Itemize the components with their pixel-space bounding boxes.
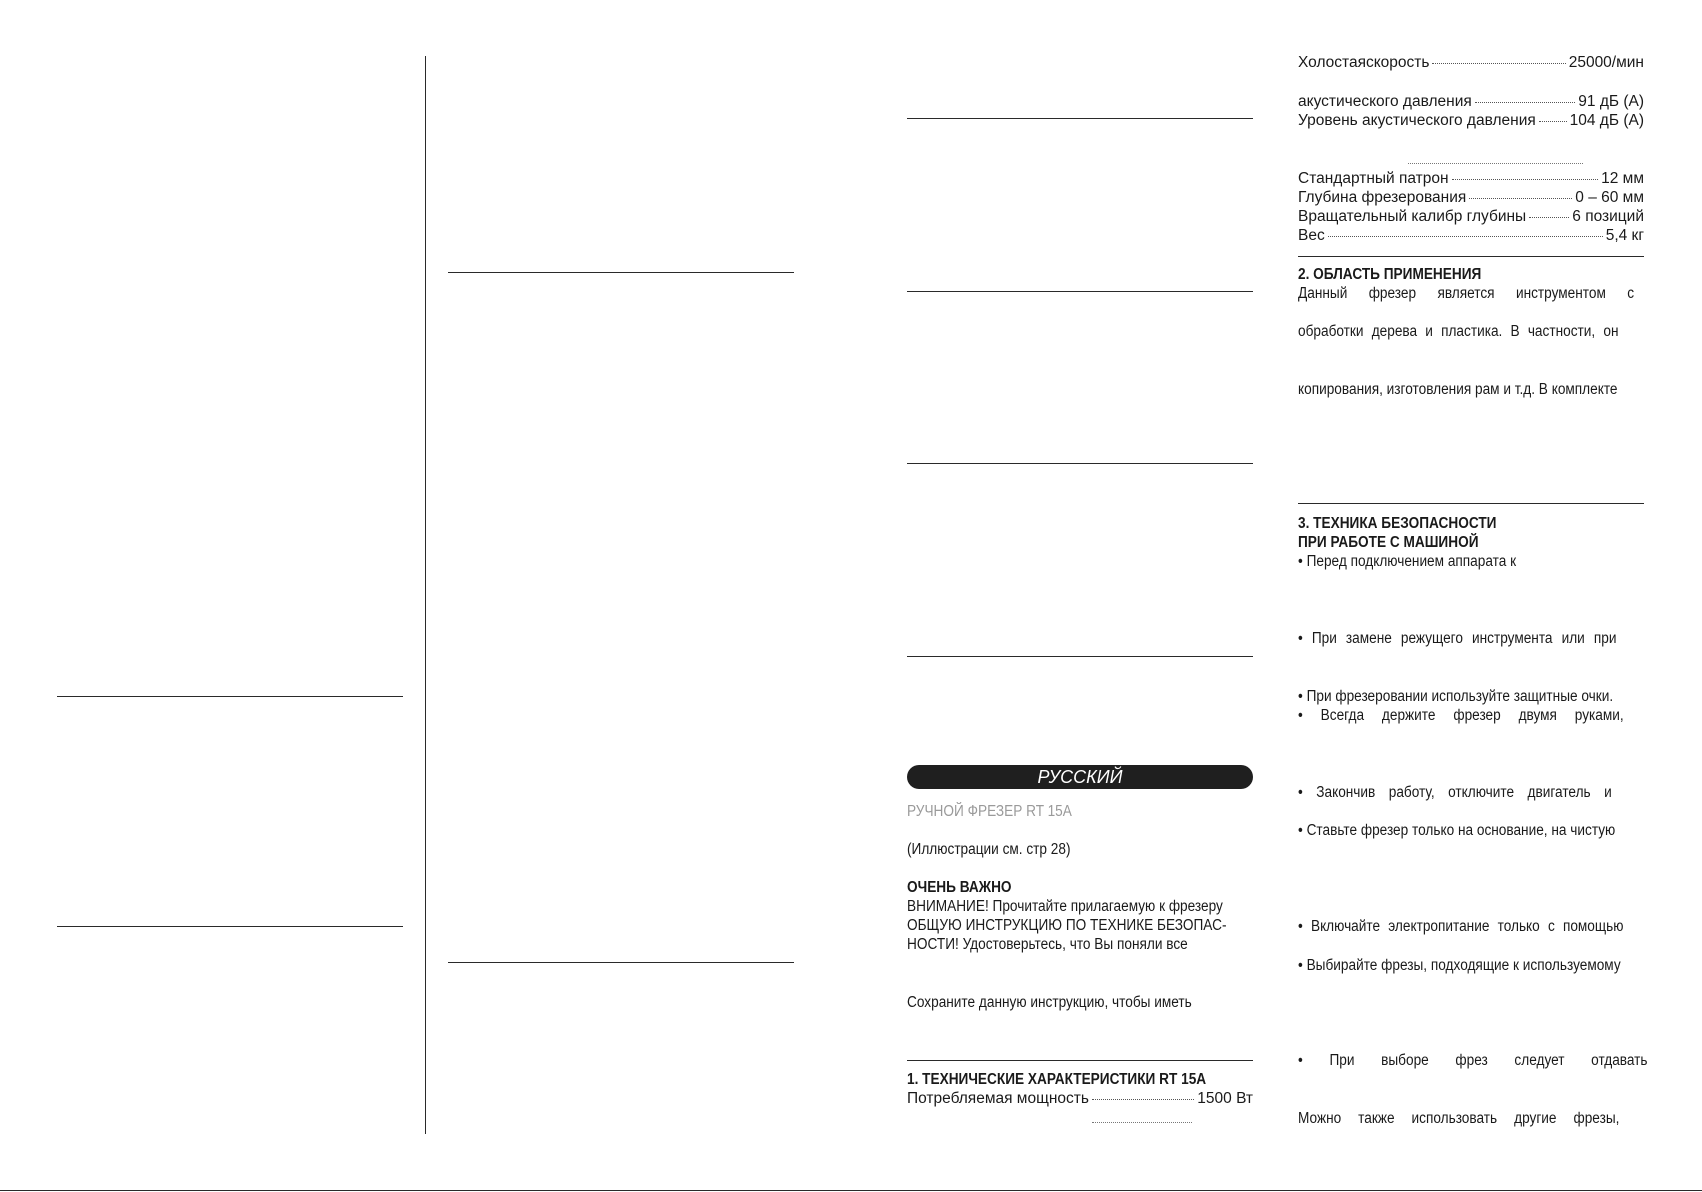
section2-line: обработки дерева и пластика. В частности, он [1298,323,1619,340]
safety-item: • При выборе фрез следует отдавать [1298,1052,1648,1069]
dot-leader [1092,1099,1194,1100]
rule [1298,256,1644,257]
spec-value: 104 дБ (А) [1569,112,1644,129]
section2-line: Данный фрезер является инструментом с [1298,285,1635,302]
language-ribbon: РУССКИЙ [907,765,1253,789]
keep-instructions-text: Сохраните данную инструкцию, чтобы иметь [907,994,1192,1011]
spec-label: Вращательный калибр глубины [1298,208,1527,225]
spec-value: 6 позиций [1572,208,1644,225]
spec-sound-pressure [1298,92,1644,111]
spec-label: Уровень акустического давления [1298,112,1536,129]
dot-leader [1432,63,1565,64]
important-line: ОБЩУЮ ИНСТРУКЦИЮ ПО ТЕХНИКЕ БЕЗОПАС- [907,917,1227,934]
important-heading: ОЧЕНЬ ВАЖНО [907,879,1012,896]
rule [448,962,794,963]
rule [907,463,1253,464]
spec-value: 0 – 60 мм [1575,189,1644,206]
rule [907,1060,1253,1061]
rule [1298,503,1644,504]
spec-value: 12 мм [1601,170,1644,187]
spec-label: Глубина фрезерования [1298,189,1467,206]
rule [448,272,794,273]
illustrations-note: (Иллюстрации см. стр 28) [907,841,1071,858]
safety-item: • Перед подключением аппарата к [1298,553,1517,570]
rule [907,291,1253,292]
spec-idle-speed [1298,53,1644,72]
spec-power [907,1089,1253,1108]
spec-collet [1298,169,1644,188]
tech-heading: 1. ТЕХНИЧЕСКИЕ ХАРАКТЕРИСТИКИ RT 15A [907,1071,1207,1088]
dot-leader [1469,198,1572,199]
dot-leader [1475,102,1576,103]
spec-label: Холостаяскорость [1298,54,1430,71]
spec-weight [1298,226,1644,245]
safety-item: • При замене режущего инструмента или при [1298,630,1617,647]
important-line: ВНИМАНИЕ! Прочитайте прилагаемую к фрезеру [907,898,1223,915]
safety-item: • Выбирайте фрезы, подходящие к используемому [1298,957,1621,974]
spec-depth [1298,188,1644,207]
dot-leader [1539,121,1567,122]
spec-value: 25000/мин [1568,54,1644,71]
safety-item: Можно также использовать другие фрезы, [1298,1110,1620,1127]
spec-sound-level [1298,111,1644,130]
spec-label: Вес [1298,227,1325,244]
product-title: РУЧНОЙ ФРЕЗЕР RT 15A [907,803,1072,820]
section3-heading: 3. ТЕХНИКА БЕЗОПАСНОСТИ [1298,515,1497,532]
spec-turret [1298,207,1644,226]
safety-item: • Включайте электропитание только с помощью [1298,918,1624,935]
safety-item: • Ставьте фрезер только на основание, на чистую [1298,822,1616,839]
spec-value: 1500 Вт [1197,1090,1253,1107]
spec-label: Стандартный патрон [1298,170,1449,187]
dot-leader [1408,163,1583,164]
dot-leader [1452,179,1599,180]
spec-label: акустического давления [1298,93,1472,110]
page-bottom-rule [0,1190,1702,1191]
spec-value: 91 дБ (А) [1578,93,1644,110]
dot-leader [1328,236,1603,237]
section2-heading: 2. ОБЛАСТЬ ПРИМЕНЕНИЯ [1298,266,1482,283]
section3-heading: ПРИ РАБОТЕ С МАШИНОЙ [1298,534,1479,551]
important-line: НОСТИ! Удостоверьтесь, что Вы поняли все [907,936,1188,953]
spec-label: Потребляемая мощность [907,1090,1089,1107]
safety-item: • Всегда держите фрезер двумя руками, [1298,707,1624,724]
rule [57,696,403,697]
spec-value: 5,4 кг [1605,227,1644,244]
rule [907,118,1253,119]
rule [57,926,403,927]
safety-item: • При фрезеровании используйте защитные очки. [1298,688,1614,705]
rule [907,656,1253,657]
section2-line: копирования, изготовления рам и т.д. В комплекте [1298,381,1618,398]
safety-item: • Закончив работу, отключите двигатель и [1298,784,1612,801]
page-divider [425,56,426,1134]
dot-leader [1529,217,1569,218]
dot-leader [1092,1122,1192,1123]
